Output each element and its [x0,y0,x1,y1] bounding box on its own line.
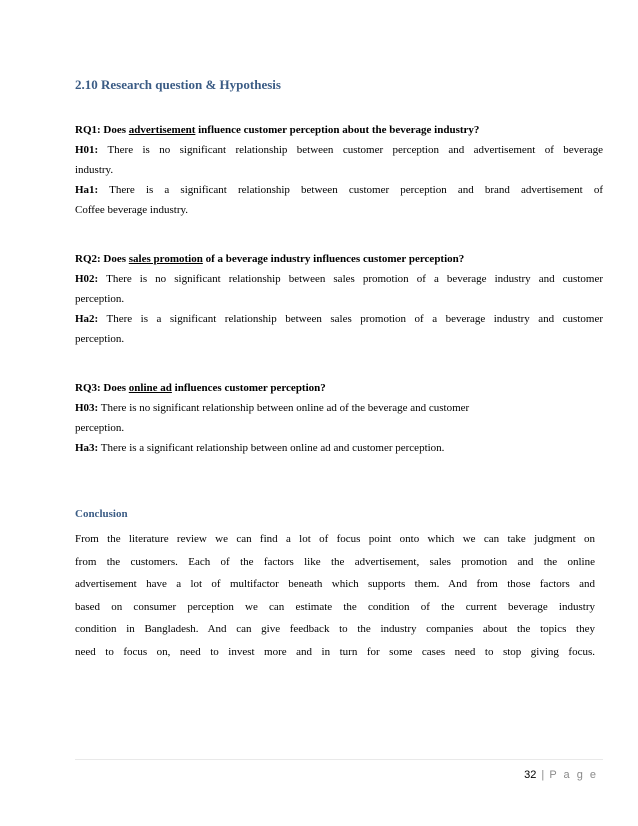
rq1-question-suffix: influence customer perception about the beverage industry? [195,124,480,136]
h02-line-1 [75,269,603,289]
h03-text-1: There is no significant relationship between online ad of the beverage and customer [100,402,470,414]
conclusion-line: From the literature review we can find a lot of focus point onto which we can take judgment on [75,533,595,545]
rq2-question-suffix: of a beverage industry influences customer perception? [202,253,465,265]
rq2-question-prefix: RQ2: Does [75,253,129,265]
h02-label: H02: [75,273,99,285]
rq2-block [75,249,603,349]
h02-line-2: perception. [75,293,125,305]
ha2-line-1 [75,309,603,329]
rq2-question-keyword: sales promotion [128,253,203,265]
footer-separator: | [541,769,545,781]
h01-label: H01: [75,144,99,156]
conclusion-line: from the customers. Each of the factors like the advertisement, sales promotion and the online [75,555,595,568]
rq1-question [75,120,603,140]
ha2-text-1: There is a significant relationship between sales promotion of a beverage industry and customer [106,313,603,325]
page-number: 32 [524,769,537,781]
ha1-line-1 [75,180,603,200]
h01-text-1: There is no significant relationship between customer perception and advertisement of beverage [107,144,603,156]
h02-text-1: There is no significant relationship between sales promotion of a beverage industry and customer [106,273,603,285]
conclusion-paragraph [75,528,595,663]
h03-line-1 [75,398,603,418]
h03-label: H03: [75,402,99,414]
conclusion-line: advertisement have a lot of multifactor beneath which supports them. And from those factors and [75,578,595,590]
ha2-line-2: perception. [75,333,125,345]
conclusion-line: need to focus on, need to invest more and in turn for some cases need to stop giving focus. [75,645,595,658]
conclusion-line: condition in Bangladesh. And can give feedback to the industry companies about the topics they [75,623,595,635]
ha3-text-1: There is a significant relationship between online ad and customer perception. [100,442,445,454]
rq3-question [75,378,603,398]
page-footer [524,769,598,781]
h03-line-2: perception. [75,422,125,434]
rq3-question-suffix: influences customer perception? [171,382,326,394]
section-heading: 2.10 Research question & Hypothesis [75,77,281,92]
ha1-label: Ha1: [75,184,99,196]
conclusion-heading: Conclusion [75,508,128,520]
rq2-question [75,249,603,269]
h01-line-2: industry. [75,164,114,176]
ha3-line-1 [75,438,603,458]
rq3-question-keyword: online ad [128,382,172,394]
rq1-block [75,120,603,220]
rq3-question-prefix: RQ3: Does [75,382,129,394]
rq1-question-prefix: RQ1: Does [75,124,129,136]
rq3-block [75,378,603,458]
ha1-line-2: Coffee beverage industry. [75,204,189,216]
page-label: P a g e [549,769,598,781]
ha1-text-1: There is a significant relationship between customer perception and brand advertisement of [109,184,603,196]
ha2-label: Ha2: [75,313,99,325]
ha3-label: Ha3: [75,442,99,454]
h01-line-1 [75,140,603,160]
rq1-question-keyword: advertisement [128,124,196,136]
footer-divider [75,759,603,760]
conclusion-line: based on consumer perception we can estimate the condition of the current beverage industry [75,600,595,613]
